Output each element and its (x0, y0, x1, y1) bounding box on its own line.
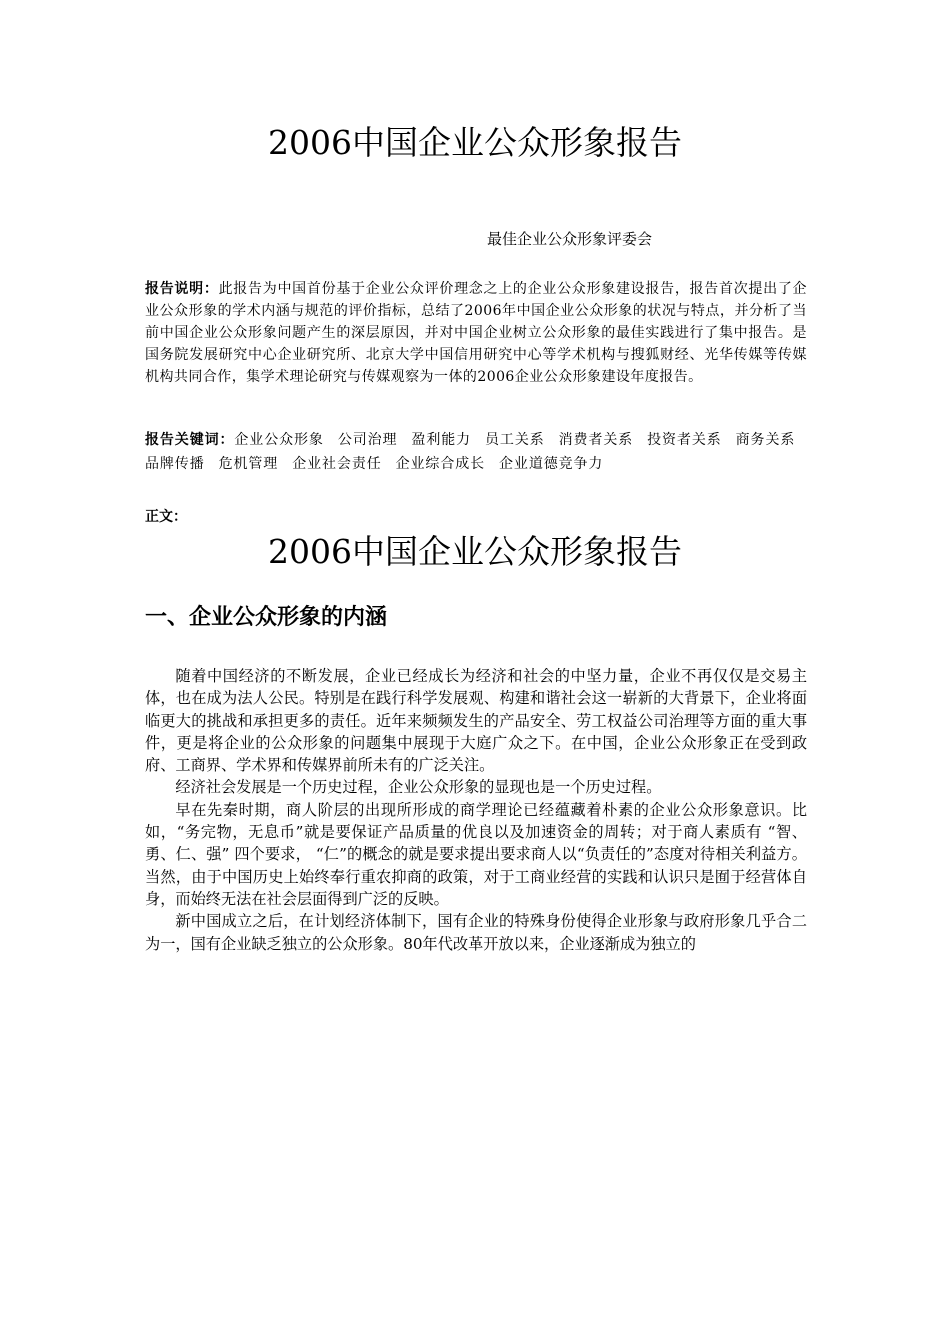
body-paragraph: 经济社会发展是一个历史过程，企业公众形象的显现也是一个历史过程。 (175, 778, 662, 797)
body-label: 正文： (145, 509, 187, 525)
section-heading: 一、企业公众形象的内涵 (145, 605, 388, 630)
keywords-list (145, 432, 809, 472)
keywords-label: 报告关键词： (145, 432, 235, 448)
keyword: 企业公众形象 (234, 432, 324, 448)
keyword: 企业社会责任 (292, 456, 382, 472)
report-description (145, 278, 807, 388)
body-paragraph: 新中国成立之后，在计划经济体制下，国有企业的特殊身份使得企业形象与政府形象几乎合二为一，国有企业缺乏独立的公众形象。80年代改革开放以来，企业逐渐成为独立的 (145, 912, 807, 953)
body-paragraph: 随着中国经济的不断发展，企业已经成长为经济和社会的中坚力量，企业不再仅仅是交易主体，也在成为法人公民。特别是在践行科学发展观、构建和谐社会这一崭新的大背景下，企业将面临更大的挑战和承担更多的责任。近年来频频发生的产品安全、劳工权益公司治理等方面的重大事件，更是将企业的公众形象的问题集中展现于大庭广众之下。在中国，企业公众形象正在受到政府、工商界、学术界和传媒界前所未有的广泛关注。 (145, 667, 807, 775)
keyword: 商务关系 (735, 432, 796, 448)
keyword: 企业道德竞争力 (499, 456, 604, 472)
keyword: 员工关系 (485, 432, 545, 448)
keywords-block (145, 428, 810, 476)
keyword: 消费者关系 (558, 432, 634, 448)
body-title: 2006中国企业公众形象报告 (268, 532, 682, 571)
keyword: 企业综合成长 (395, 456, 486, 472)
description-text: 此报告为中国首份基于企业公众评价理念之上的企业公众形象建设报告，报告首次提出了企业公众形象的学术内涵与规范的评价指标，总结了2006年中国企业公众形象的状况与特点，并分析了当前中国企业公众形象问题产生的深层原因，并对中国企业树立公众形象的最佳实践进行了集中报告。是国务院发展研究中心企业研究所、北京大学中国信用研究中心等学术机构与搜狐财经、光华传媒等传媒机构共同合作，集学术理论研究与传媒观察为一体的2006企业公众形象建设年度报告。 (145, 281, 808, 385)
author-committee: 最佳企业公众形象评委会 (487, 230, 653, 248)
keyword: 危机管理 (218, 456, 279, 472)
keyword: 品牌传播 (145, 456, 205, 472)
body-paragraph: 早在先秦时期，商人阶层的出现所形成的商学理论已经蕴藏着朴素的企业公众形象意识。比如，“务完物，无息币”就是要保证产品质量的优良以及加速资金的周转；对于商人素质有 “智、勇、仁、强” 四个要求， “仁”的概念的就是要求提出要求商人以“负责任的”态度对待相关利益方。当然，由于中国历史上始终奉行重农抑商的政策，对于工商业经营的实践和认识只是囿于经营体自身，而始终无法在社会层面得到广泛的反映。 (145, 800, 807, 908)
description-label: 报告说明： (145, 281, 219, 297)
body-text (145, 665, 807, 955)
report-title: 2006中国企业公众形象报告 (268, 123, 682, 162)
keyword: 盈利能力 (411, 432, 472, 448)
keyword: 投资者关系 (647, 432, 722, 448)
keyword: 公司治理 (337, 432, 398, 448)
